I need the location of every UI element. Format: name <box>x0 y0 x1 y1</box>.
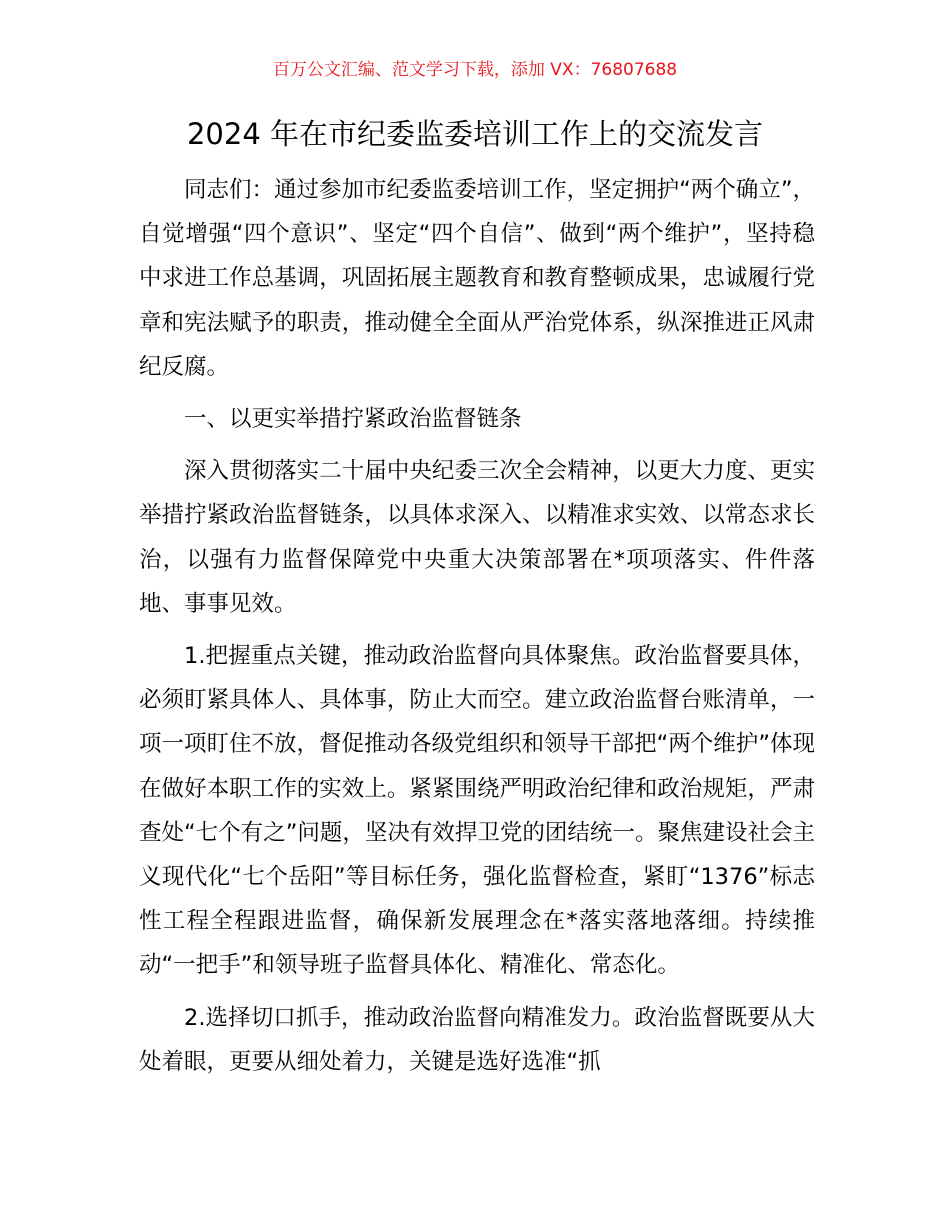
paragraph-point-1: 1.把握重点关键，推动政治监督向具体聚焦。政治监督要具体，必须盯紧具体人、具体事，防止大而空。建立政治监督台账清单，一项一项盯住不放，督促推动各级党组织和领导干部把“两个维护”体现在做好本职工作的实效上。紧紧围绕严明政治纪律和政治规矩，严肃查处“七个有之”问题，坚决有效捍卫党的团结统一。聚焦建设社会主义现代化“七个岳阳”等目标任务，强化监督检查，紧盯“1376”标志性工程全程跟进监督，确保新发展理念在*落实落地落细。持续推动“一把手”和领导班子监督具体化、精准化、常态化。 <box>139 643 815 979</box>
paragraph-point-2: 2.选择切口抓手，推动政治监督向精准发力。政治监督既要从大处着眼，更要从细处着力，关键是选好选准“抓 <box>139 1004 815 1075</box>
download-notice: 百万公文汇编、范文学习下载，添加 VX：76807688 <box>272 60 678 80</box>
section-heading-1: 一、以更实举措拧紧政治监督链条 <box>184 406 522 433</box>
paragraph-greeting: 同志们：通过参加市纪委监委培训工作，坚定拥护“两个确立”，自觉增强“四个意识”、坚定“四个自信”、做到“两个维护”，坚持稳中求进工作总基调，巩固拓展主题教育和教育整顿成果，忠诚履行党章和宪法赋予的职责，推动健全全面从严治党体系，纵深推进正风肃纪反腐。 <box>139 177 815 380</box>
document-body <box>139 168 815 1084</box>
document-title: 2024 年在市纪委监委培训工作上的交流发言 <box>186 117 764 151</box>
paragraph-section-intro: 深入贯彻落实二十届中央纪委三次全会精神，以更大力度、更实举措拧紧政治监督链条，以具体求深入、以精准求实效、以常态求长治，以强有力监督保障党中央重大决策部署在*项项落实、件件落地、事事见效。 <box>139 458 815 617</box>
